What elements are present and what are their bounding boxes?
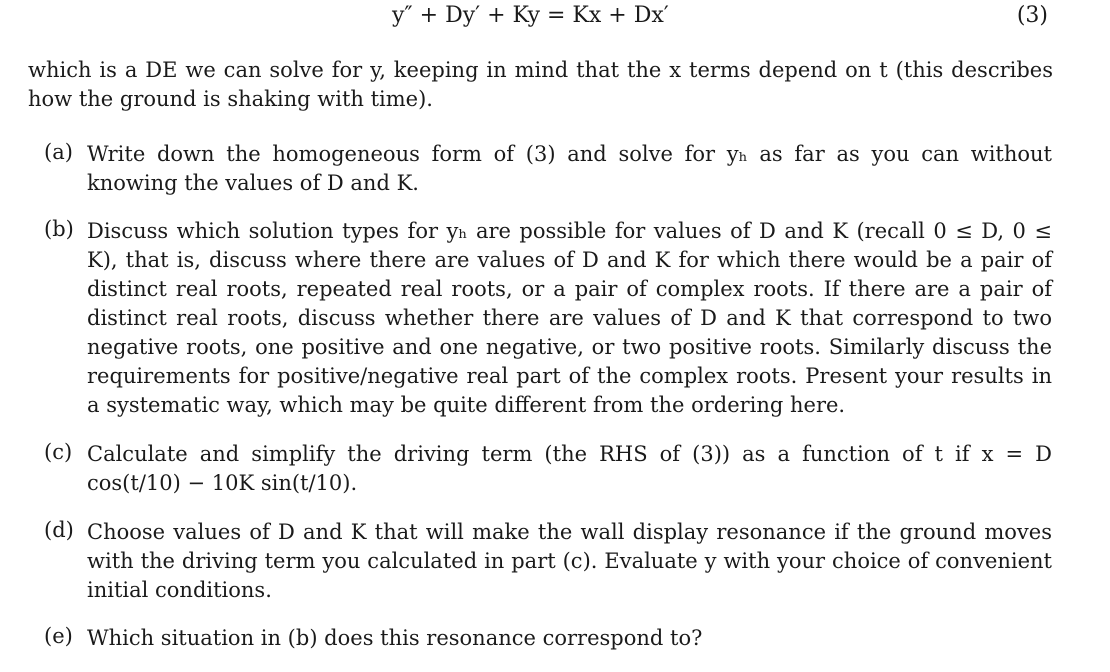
- intro-paragraph: which is a DE we can solve for y, keeping in mind that the x terms depend on t (this describes how the ground is shaking with time).: [28, 58, 1053, 111]
- item-label-b: (b): [44, 217, 74, 241]
- item-text-b: Discuss which solution types for yₕ are possible for values of D and K (recall 0 ≤ D, 0 ≤ K), that is, discuss where there are values of D and K for which there would be a pair of distinct real roots, repeated real roots, or a pair of complex roots. If there are a pair of distinct real roots, discuss whether there are values of D and K that correspond to two negative roots, one positive and one negative, or two positive roots. Similarly discuss the requirements for positive/negative real part of the complex roots. Present your results in a systematic way, which may be quite different from the ordering here.: [87, 219, 1052, 417]
- question-item-d: [44, 518, 1052, 605]
- item-label-c: (c): [44, 440, 73, 464]
- item-text-a: Write down the homogeneous form of (3) and solve for yₕ as far as you can without knowing the values of D and K.: [87, 142, 1052, 195]
- item-label-e: (e): [44, 624, 73, 648]
- item-text-e: Which situation in (b) does this resonance correspond to?: [87, 626, 703, 650]
- item-text-d: Choose values of D and K that will make the wall display resonance if the ground moves with the driving term you calculated in part (c). Evaluate y with your choice of convenient initial conditions.: [87, 520, 1052, 602]
- equation-row: [0, 3, 1110, 37]
- item-text-c: Calculate and simplify the driving term (the RHS of (3)) as a function of t if x = D cos(t/10) − 10K sin(t/10).: [87, 442, 1052, 495]
- question-item-a: [44, 140, 1052, 198]
- equation-formula: y″ + Dy′ + Ky = Kx + Dx′: [392, 3, 669, 28]
- question-item-b: [44, 217, 1052, 420]
- equation-number: (3): [1016, 3, 1048, 28]
- item-label-a: (a): [44, 140, 73, 164]
- question-item-e: [44, 624, 1052, 653]
- item-label-d: (d): [44, 518, 74, 542]
- question-item-c: [44, 440, 1052, 498]
